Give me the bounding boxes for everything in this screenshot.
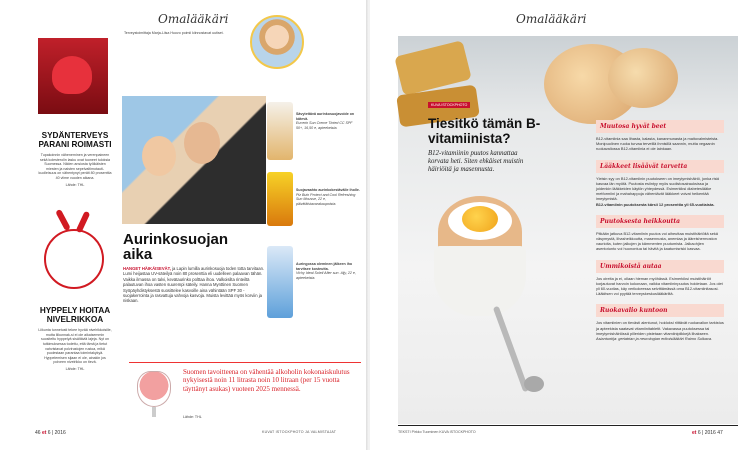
spoon-bowl <box>524 376 544 392</box>
section-heading: Muutosa hyvät beet <box>596 120 724 133</box>
section-deficiency <box>596 215 724 252</box>
rope-handle-left <box>55 209 71 231</box>
folio-right <box>692 430 723 436</box>
rope-story-body: Liikunta tunnetusti tekee hyvää nivelrikkoisille, mutta liikunnak-si ei ole aikaisemmin suositeltu hyppelyä sisältäviä lajeja. Nyt on tutkimuksessa todettu, että tämä ja tietut vahvistavat polvirustojen rustoa, mikä puolestaan parantaa toimintakykyä. Hyppelemisen sijaan ei ole, ainakin jos polveen nivelrikko on tievä. <box>38 328 112 365</box>
section-medications <box>596 160 724 207</box>
section-body: Jos vitamiinien on tievästi alentunut, hoidoksi riittävät ruokavalion tarkistus ja apteekista saatavat vitamiinitabletit. Vakavassa puutoksessa tai imeytymishäiriössä pilleriden pistetaan vitamiinipiikkejä lihakseen. <box>596 320 724 336</box>
man-face <box>184 122 220 164</box>
product-text-3 <box>296 262 360 280</box>
product-name: Auringossa oleminen jälkeen iho tarvitsee kosteutta. <box>296 262 353 271</box>
heart-story-title: SYDÄNTERVEYS PARANI ROIMASTI <box>38 131 112 149</box>
bottom-rule <box>398 425 738 426</box>
section-highlight: B12-vitamiinin puutoksesta kärsii 12 prosenttia yli 65-vuotiaista. <box>596 201 715 207</box>
product-pizbuin <box>267 172 293 226</box>
photo-credit-left: KUVAT ISTOCKPHOTO JA VALMISTAJAT <box>262 430 337 434</box>
rope-loop <box>44 229 104 289</box>
folio-issue: 6 | 2016 <box>47 430 66 436</box>
right-page <box>370 0 738 450</box>
heart-photo <box>38 38 108 114</box>
couple-photo <box>122 96 266 224</box>
section-body: Pitkään jatkuva B12-vitamiinin puutos voi aiheuttaa muistihäiriöitä sekä väsymystä, lihasheikkoutta, masennusta, anemiaa ja ääreishermoston vaurioita, kuten jalkojen ja kämmenten puutumista. Jalkaohjien asentotunto voi huonontua tai hävitä ja kaatumisriski kasvaa. <box>596 230 718 252</box>
heart-icon <box>52 56 92 94</box>
section-body: B12-vitamiinia saa lihasta, kalasta, kananmunasta ja maitovalmisteista. Monipuolinen ruoka turvaa terveillä ihmisillä saannin, mutta vegaanin ruokavaliossa B12-vitamiinia ei ole lainkaan. <box>596 136 719 152</box>
page-number: 46 <box>35 430 41 436</box>
section-diet <box>596 304 724 341</box>
rope-story-source: Lähde: THL <box>65 366 85 371</box>
editor-portrait <box>250 15 304 69</box>
egg-cup <box>434 246 526 316</box>
sunscreen-body <box>123 266 265 304</box>
section-heading: Lääkkeet lisäävät tarvetta <box>596 160 724 173</box>
section-body: Jos oireita ja ei, ollaan hieman myöhässä. Esimerkiksi muistihäiriöt korjautuvat harvoin kokonaan, vaikka vitamiininpuutos hoidetaan. Jos olet yli 60-vuotias, käy verikokeessa selvittämässä oma B12-vitamiinitasosi. Lääkitsen voi pyytää terveyskeskuslääkäriltä. <box>596 275 723 297</box>
brown-egg <box>608 48 678 108</box>
alcohol-fact-text: Suomen tavoitteena on vähentää alkoholin kokonaiskulutus nykyisestä noin 11 litrasta noin 10 litraan (per 15 vuotta täyttänyt asukas) vuoteen 2025 mennessä. <box>183 368 350 393</box>
product-name: Sävytettävä aurinkosuojavoide on kätevä. <box>296 112 355 121</box>
alcohol-fact-source: Lähde: THL <box>183 415 202 419</box>
folio-brand: et <box>41 430 47 436</box>
product-vichy <box>267 246 293 318</box>
folio-issue: 6 | 2016 <box>697 430 716 436</box>
section-heading: Puutoksesta heikkoutta <box>596 215 724 228</box>
sunscreen-title-line1: Aurinkosuojan <box>123 231 229 248</box>
alcohol-fact-box <box>129 362 361 422</box>
sunscreen-title-line2: aika <box>123 246 153 263</box>
section-heading: Ummikoistä autaa <box>596 260 724 273</box>
folio-brand: et <box>692 430 697 436</box>
sunscreen-lead-label: HANGET HÄIKÄISEVÄT, <box>123 266 171 271</box>
sunscreen-body-text: ja Lapin lumilla aurinkosuoja toden totta tarvitaan. Lumi heijastaa UV-säteilyä noin 80 prosenttia eli uudelleen palaavan tähän. Vaikka ilmassa on talvi, kevätaurinko polttaa ihoa. Valkoisilta rinteiltä palautuvan ihoa vasten suurempi säteily. Hanna Mynttinen Suomen Syöpäyhdistyksestä suosittelee kasvoille aina vähintään SPF 30 -suojakerrointa ja rasvattuja vahvoja kasvoja. Muista levittää myös korviin ja niskaan. <box>123 266 265 304</box>
product-desc: Piz Buin Protect and Cool Refreshing Sun Mousse, 22 e, päivittäistavarakaupoista. <box>296 192 356 206</box>
section-heading: Ruokavalio kuntoon <box>596 304 724 317</box>
article-title: Tiesitkö tämän B-vitamiinista? <box>428 116 541 146</box>
text-credit: TEKSTI Pirkko Tuominen KUVA ISTOCKPHOTO <box>398 430 476 434</box>
section-source: Asiantuntija: geriatrian ja neurologian erikoislääkäri Raimo Sulkava. <box>596 336 713 342</box>
product-name: Suojavaahto aurinkokestävälle iholle. <box>296 188 360 192</box>
wine-glass-stem <box>152 407 156 417</box>
spoon-handle <box>493 306 529 393</box>
article-lead: B12-vitamiinin puutos kannattaa korvata heti. Siten ehkäiset muistin häiriöitä ja masennusta. <box>428 150 524 173</box>
section-script-title: Omalääkäri <box>516 12 587 26</box>
heart-story-source: Lähde: THL <box>65 182 85 187</box>
photo-kicker: KUVA ISTOCKPHOTO <box>428 102 470 108</box>
product-text-2 <box>296 188 360 206</box>
section-symptoms <box>596 260 724 297</box>
section-script-title: Omalääkäri <box>158 12 229 26</box>
section-sources <box>596 120 724 152</box>
heart-story-body: Tupakoinnin väheneminen ja verenpaineen sekä kolesterolin lasku ovat tuoneet tuloksia Suomessa. Niiden ansiosta työikäisten miesten ja naisten sepelvaltimotauti-kuolleisuus on vähentynyt peräti 80 prosenttia 40 viime vuoden aikana. <box>38 153 112 180</box>
product-eucerin <box>267 102 293 160</box>
section-body: Yleisin syy on B12-vitamiinin puutokseen on imeytymishäiriö, jonka riski kasvaa iän myötä. Puutosta esiintyy myös suolistosairauksissa ja joidenkin lääkkeiden käytön yhteydessä. Esimerkiksi diabeteslääke metformiini ja mahahappoja vähentävät lääkkeet voivat heikentää imeytymistä. <box>596 175 720 202</box>
rope-story-title: HYPPELY HOITAA NIVELRIKKOA <box>39 306 111 325</box>
product-text-1 <box>296 112 360 130</box>
left-column <box>38 38 112 372</box>
folio-left <box>35 430 66 436</box>
sunscreen-title <box>123 232 228 262</box>
product-desc: Vichy Ideal Soleil After sun -öljy, 22 e, apteekeista. <box>296 271 356 280</box>
vitamin-sidebar <box>596 120 724 349</box>
page-number: 47 <box>717 430 723 436</box>
left-page <box>0 0 368 450</box>
egg-yolk <box>462 206 498 232</box>
woman-face <box>142 136 176 176</box>
wine-glass-icon <box>137 371 171 407</box>
product-desc: Eucerin Sun Creme Tinted CC SPF 50+, 16,50 e, apteekeista. <box>296 121 353 130</box>
editor-line: Terveystoimittaja Marja-Liisa Huovo poimii kiinnostavat uutiset. <box>124 31 224 35</box>
jump-rope-photo <box>38 201 108 296</box>
